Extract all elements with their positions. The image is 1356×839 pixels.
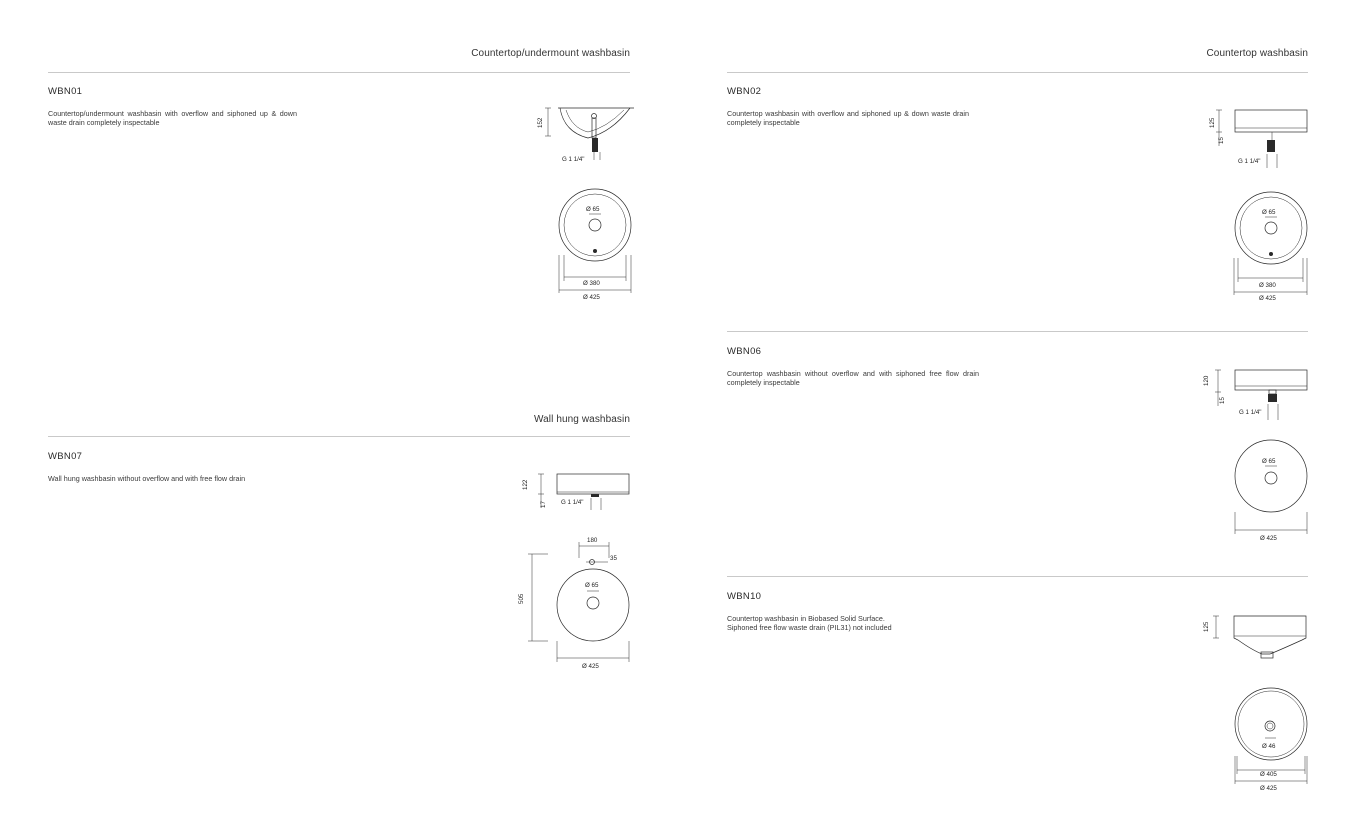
wbn07-offset-label: 35 xyxy=(610,555,617,562)
product-description-wbn10 xyxy=(727,614,1027,632)
section-title-countertop: Countertop washbasin xyxy=(1206,48,1308,59)
wbn01-height-label: 152 xyxy=(537,117,544,128)
product-code-wbn01: WBN01 xyxy=(48,86,83,97)
wbn01-inner-label: Ø 380 xyxy=(583,280,600,287)
wbn02-height-label: 125 xyxy=(1209,117,1216,128)
wbn07-outer-label: Ø 425 xyxy=(582,663,599,670)
wbn02-base-label: 15 xyxy=(1218,137,1225,144)
wbn01-thread-label: G 1 1/4" xyxy=(562,156,585,163)
wbn07-depth-label: 505 xyxy=(518,593,525,604)
product-description-wbn07: Wall hung washbasin without overflow and with free flow drain xyxy=(48,474,246,483)
wbn01-hole-label: Ø 65 xyxy=(586,206,600,213)
wbn01-side-drawing xyxy=(530,98,640,170)
wbn10-top-drawing xyxy=(1226,684,1316,796)
wbn07-hole-label: Ø 65 xyxy=(585,582,599,589)
section-title-wall-hung: Wall hung washbasin xyxy=(533,414,630,425)
product-description-wbn01: Countertop/undermount washbasin with overflow and siphoned up & down waste drain completely inspectable xyxy=(48,109,297,127)
wbn06-thread-label: G 1 1/4" xyxy=(1239,409,1262,416)
wbn02-outer-label: Ø 425 xyxy=(1259,295,1276,302)
wbn06-hole-label: Ø 65 xyxy=(1262,458,1276,465)
section-divider xyxy=(727,576,1308,577)
section-divider xyxy=(48,436,630,437)
section-divider xyxy=(727,72,1308,73)
wbn07-height-label: 122 xyxy=(522,479,529,490)
product-description-wbn06: Countertop washbasin without overflow and with siphoned free flow drain completely inspectable xyxy=(727,369,979,387)
wbn07-width-label: 180 xyxy=(587,537,598,544)
section-title-countertop-undermount: Countertop/undermount washbasin xyxy=(471,48,630,59)
wbn07-side-drawing xyxy=(515,468,635,513)
wbn10-outer-label: Ø 425 xyxy=(1260,785,1277,792)
wbn10-side-drawing xyxy=(1196,608,1316,666)
wbn10-inner-label: Ø 405 xyxy=(1260,771,1277,778)
product-code-wbn06: WBN06 xyxy=(727,346,762,357)
wbn06-height-label: 120 xyxy=(1203,375,1210,386)
wbn07-thread-label: G 1 1/4" xyxy=(561,499,584,506)
product-description-wbn02: Countertop washbasin with overflow and siphoned up & down waste drain completely inspectable xyxy=(727,109,969,127)
product-code-wbn02: WBN02 xyxy=(727,86,762,97)
wbn01-top-drawing xyxy=(550,185,640,310)
wbn02-inner-label: Ø 380 xyxy=(1259,282,1276,289)
wbn02-side-drawing xyxy=(1200,102,1315,172)
wbn06-base-label: 15 xyxy=(1219,397,1226,404)
wbn07-base-label: 17 xyxy=(540,501,547,508)
product-code-wbn10: WBN10 xyxy=(727,591,762,602)
wbn06-top-drawing xyxy=(1226,440,1316,545)
product-code-wbn07: WBN07 xyxy=(48,451,83,462)
wbn06-side-drawing xyxy=(1198,364,1316,422)
wbn10-hole-label: Ø 46 xyxy=(1262,743,1276,750)
wbn10-height-label: 125 xyxy=(1203,621,1210,632)
section-divider xyxy=(727,331,1308,332)
wbn02-thread-label: G 1 1/4" xyxy=(1238,158,1261,165)
wbn06-outer-label: Ø 425 xyxy=(1260,535,1277,542)
product-description-wbn10-line2: Siphoned free flow waste drain (PIL31) not included xyxy=(727,623,892,632)
section-divider xyxy=(48,72,630,73)
wbn01-outer-label: Ø 425 xyxy=(583,294,600,301)
product-description-wbn10-line1: Countertop washbasin in Biobased Solid Surface. xyxy=(727,614,885,623)
wbn02-top-drawing xyxy=(1226,188,1316,308)
wbn02-hole-label: Ø 65 xyxy=(1262,209,1276,216)
wbn07-top-drawing xyxy=(512,534,637,674)
